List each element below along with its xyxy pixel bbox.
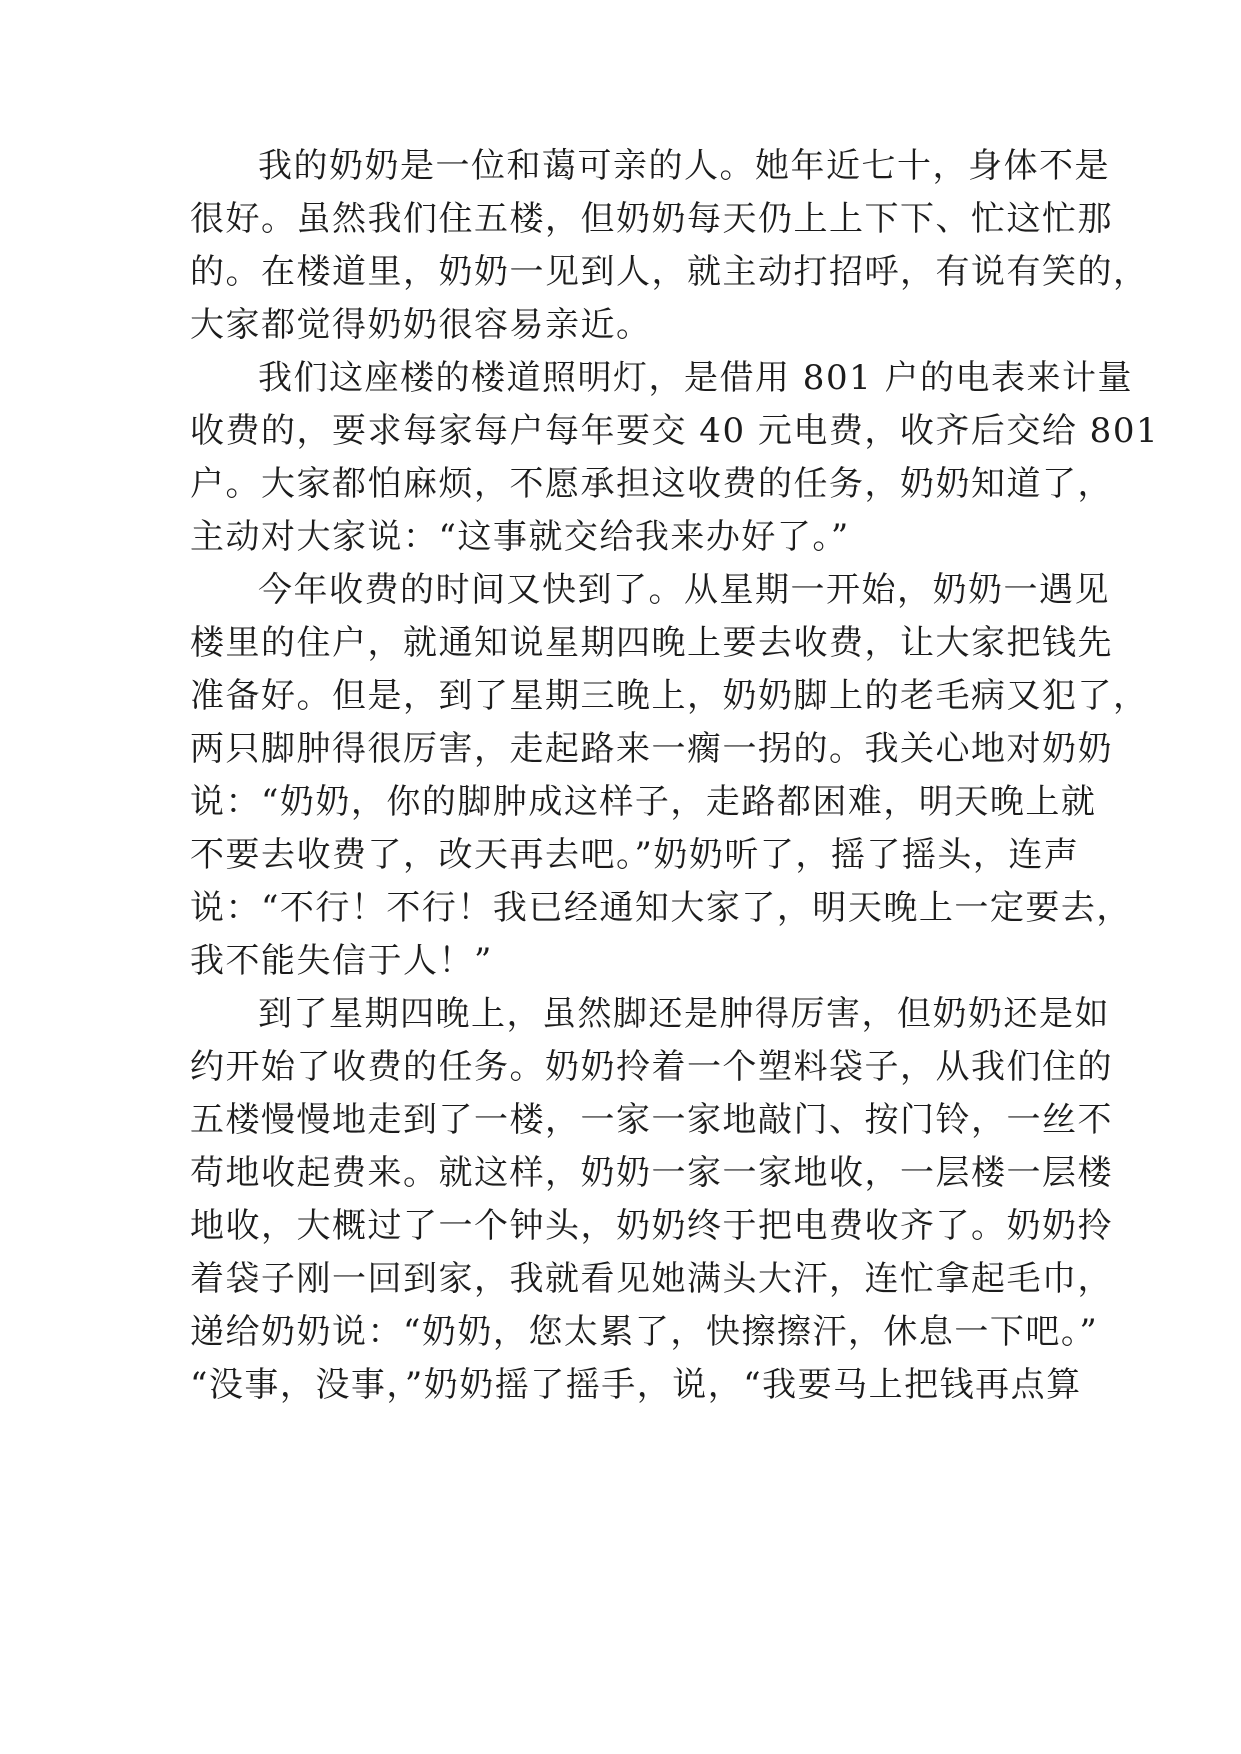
text-line: 准备好。但是，到了星期三晚上，奶奶脚上的老毛病又犯了， bbox=[190, 676, 1149, 716]
text-line: 很好。虽然我们住五楼，但奶奶每天仍上上下下、忙这忙那 bbox=[190, 199, 1113, 239]
text-line: “没事，没事，”奶奶摇了摇手，说，“我要马上把钱再点算 bbox=[190, 1365, 1082, 1405]
text-line: 苟地收起费来。就这样，奶奶一家一家地收，一层楼一层楼 bbox=[190, 1153, 1113, 1193]
text-line: 我的奶奶是一位和蔼可亲的人。她年近七十，身体不是 bbox=[258, 146, 1110, 186]
text-line: 地收，大概过了一个钟头，奶奶终于把电费收齐了。奶奶拎 bbox=[190, 1206, 1113, 1246]
text-line: 大家都觉得奶奶很容易亲近。 bbox=[190, 305, 652, 345]
text-line: 我们这座楼的楼道照明灯，是借用 801 户的电表来计量 bbox=[258, 358, 1134, 398]
text-line: 户。大家都怕麻烦，不愿承担这收费的任务，奶奶知道了， bbox=[190, 464, 1113, 504]
text-line: 两只脚肿得很厉害，走起路来一瘸一拐的。我关心地对奶奶 bbox=[190, 729, 1113, 769]
text-line: 到了星期四晚上，虽然脚还是肿得厉害，但奶奶还是如 bbox=[258, 994, 1110, 1034]
text-line: 着袋子刚一回到家，我就看见她满头大汗，连忙拿起毛巾， bbox=[190, 1259, 1113, 1299]
text-line: 说：“不行！不行！我已经通知大家了，明天晚上一定要去， bbox=[190, 888, 1132, 928]
text-line: 递给奶奶说：“奶奶，您太累了，快擦擦汗，休息一下吧。” bbox=[190, 1312, 1099, 1352]
text-line: 收费的，要求每家每户每年要交 40 元电费，收齐后交给 801 bbox=[190, 411, 1160, 451]
text-line: 主动对大家说：“这事就交给我来办好了。” bbox=[190, 517, 850, 557]
text-line: 的。在楼道里，奶奶一见到人，就主动打招呼，有说有笑的， bbox=[190, 252, 1149, 292]
text-line: 不要去收费了，改天再去吧。”奶奶听了，摇了摇头，连声 bbox=[190, 835, 1080, 875]
text-line: 五楼慢慢地走到了一楼，一家一家地敲门、按门铃，一丝不 bbox=[190, 1100, 1113, 1140]
text-line: 楼里的住户，就通知说星期四晚上要去收费，让大家把钱先 bbox=[190, 623, 1113, 663]
text-line: 我不能失信于人！” bbox=[190, 941, 493, 981]
text-line: 今年收费的时间又快到了。从星期一开始，奶奶一遇见 bbox=[258, 570, 1110, 610]
text-line: 约开始了收费的任务。奶奶拎着一个塑料袋子，从我们住的 bbox=[190, 1047, 1113, 1087]
text-line: 说：“奶奶，你的脚肿成这样子，走路都困难，明天晚上就 bbox=[190, 782, 1097, 822]
